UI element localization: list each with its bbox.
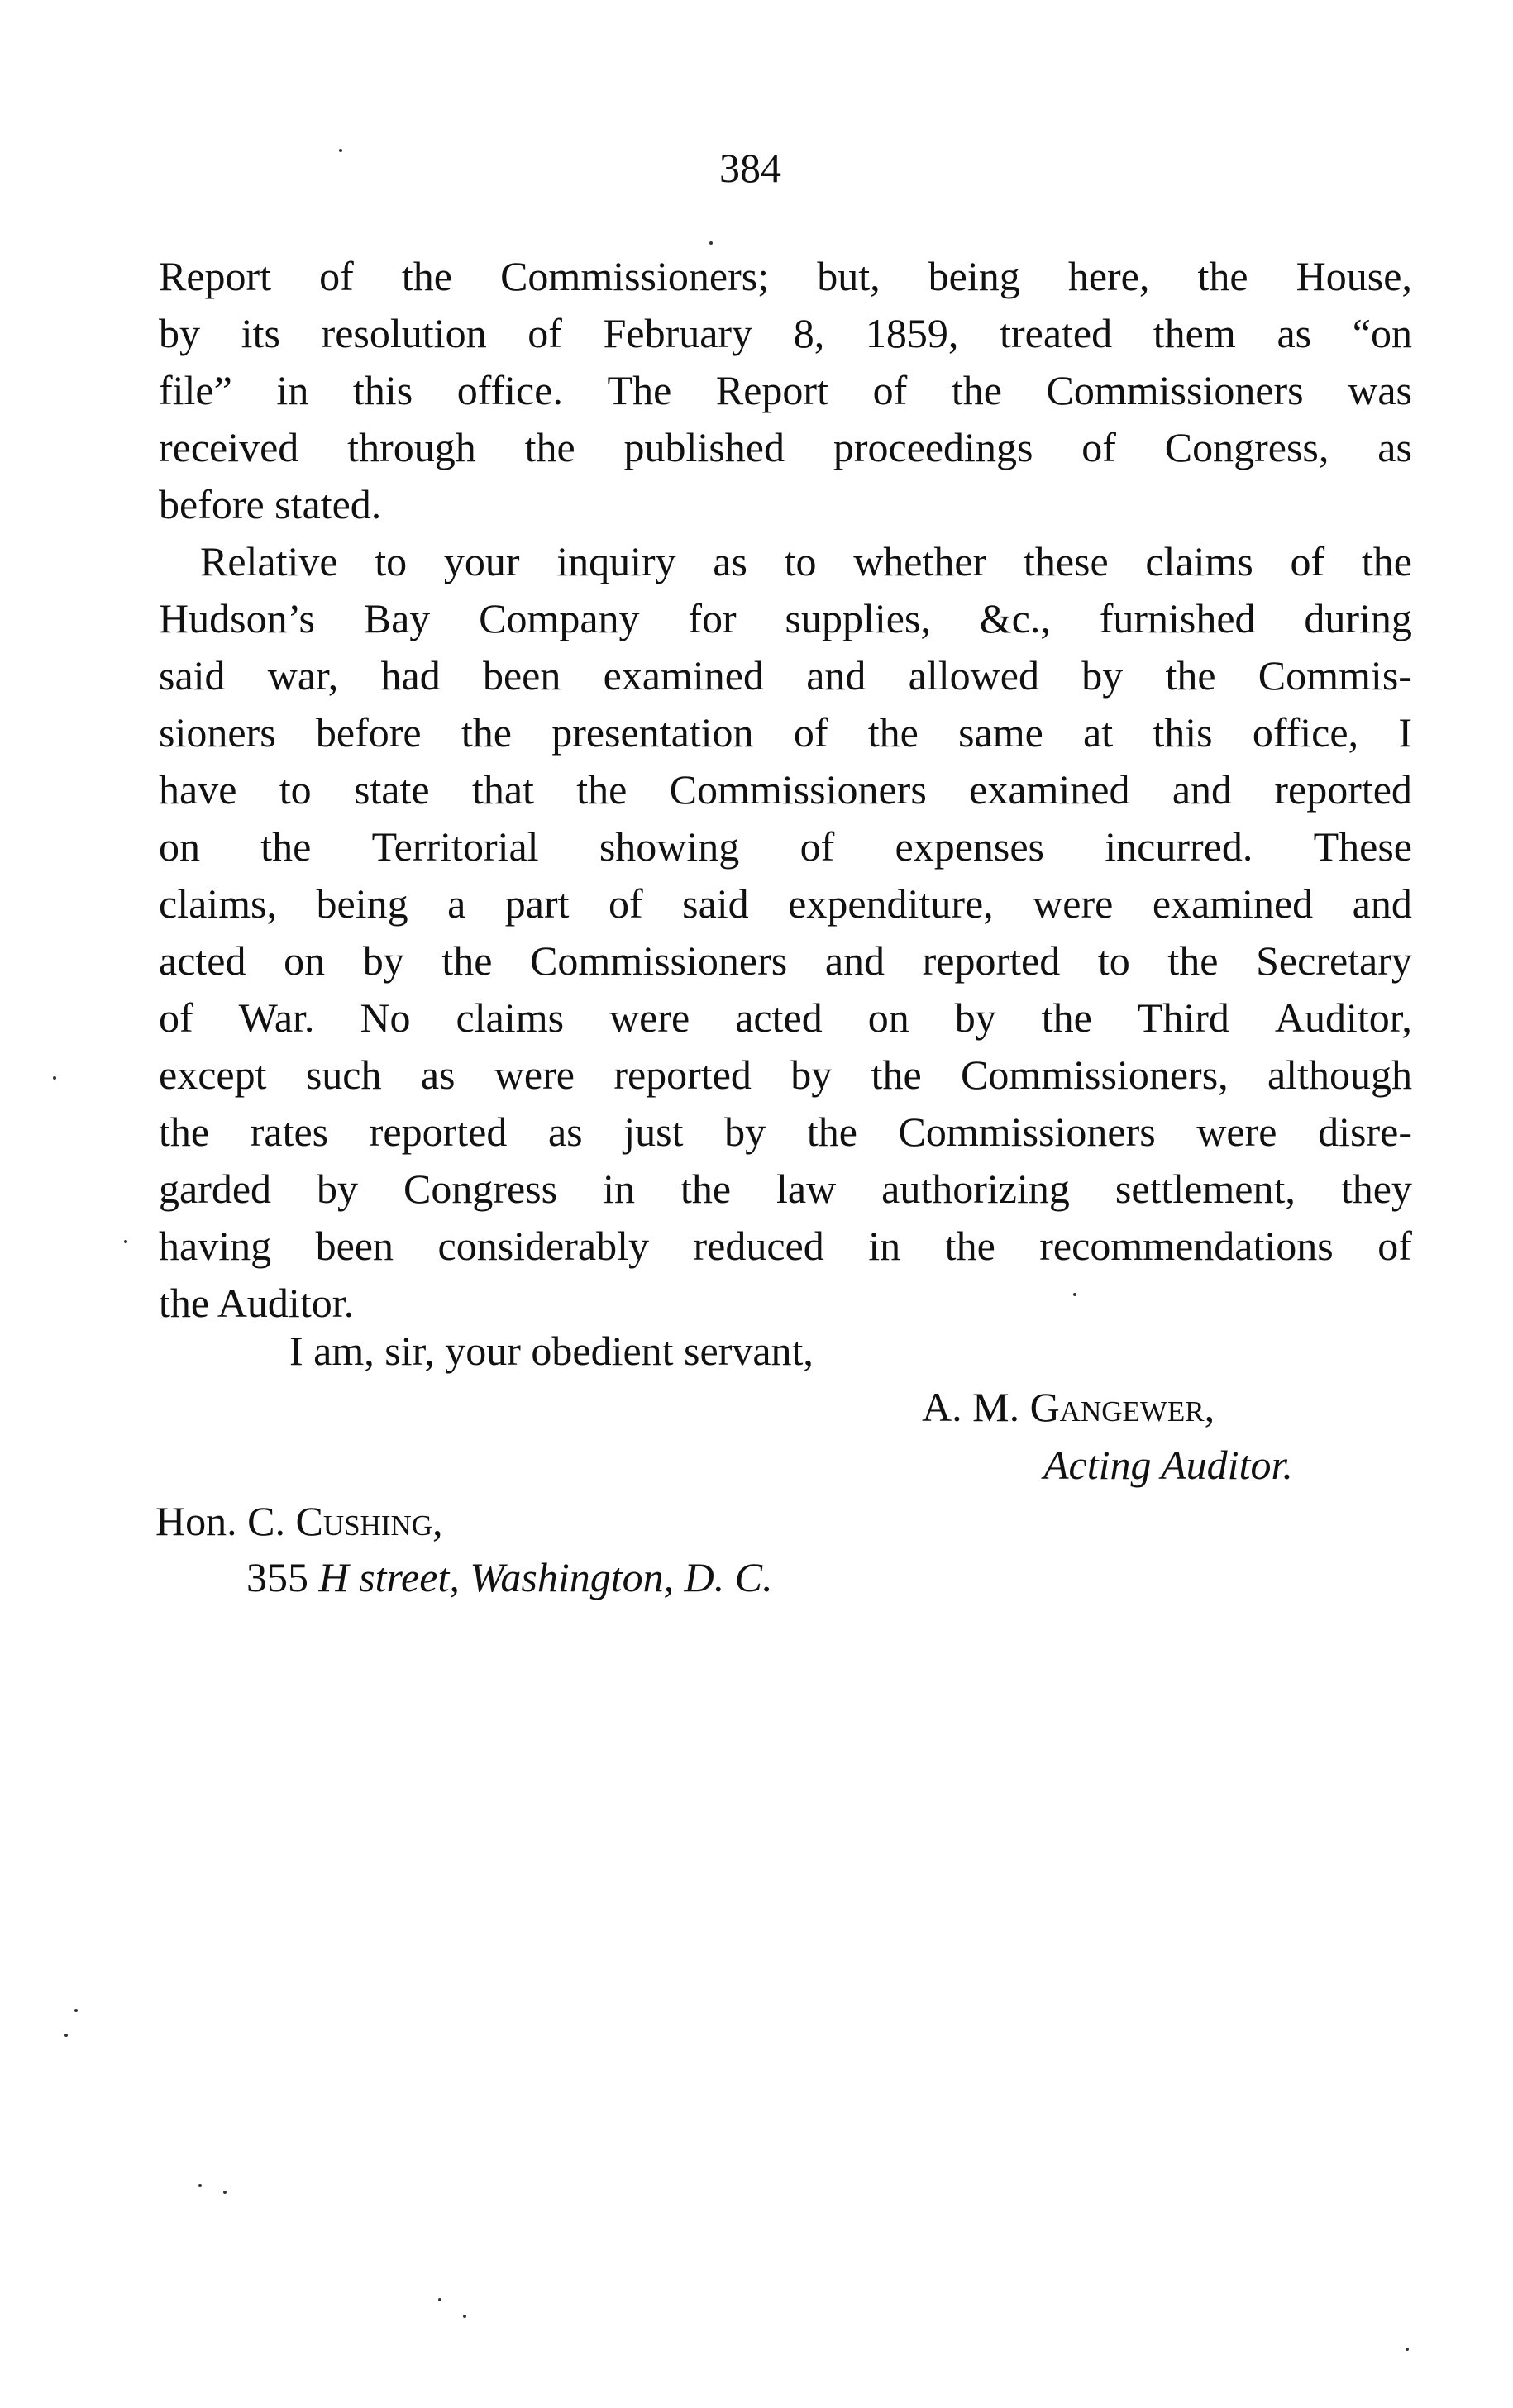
word: its <box>241 310 280 356</box>
word: on <box>284 937 326 984</box>
word: by <box>954 994 996 1041</box>
word: the <box>871 1051 922 1098</box>
word: of <box>1377 1223 1412 1269</box>
word: to <box>784 538 817 584</box>
word: acted <box>735 994 823 1041</box>
word: office, <box>1252 709 1359 756</box>
word: were <box>1196 1109 1277 1155</box>
word: the <box>806 1109 857 1155</box>
word: claims, <box>159 880 278 927</box>
word: Commissioners; <box>500 253 770 299</box>
word: presentation <box>551 709 754 756</box>
word: House, <box>1296 253 1412 299</box>
word: by <box>362 937 404 984</box>
word: allowed <box>908 652 1039 699</box>
word: the <box>944 1223 995 1269</box>
word: were <box>1033 880 1114 927</box>
word: had <box>380 652 441 699</box>
word: law <box>776 1166 837 1212</box>
word: Congress <box>403 1166 558 1212</box>
scan-speck <box>709 241 713 245</box>
word: this <box>1153 709 1213 756</box>
word: by <box>724 1109 766 1155</box>
text-line <box>159 704 1412 761</box>
word: as <box>420 1051 456 1098</box>
word: No <box>360 994 411 1041</box>
word: received <box>159 424 299 470</box>
word: them <box>1153 310 1236 356</box>
word: to <box>1097 937 1130 984</box>
word: have <box>159 766 237 813</box>
word: the <box>867 709 919 756</box>
word: claims <box>1145 538 1253 584</box>
text-line <box>159 761 1412 818</box>
address-number: 355 <box>246 1554 308 1600</box>
word: of <box>527 310 562 356</box>
word: Commissioners, <box>961 1051 1229 1098</box>
text-line <box>159 1161 1412 1218</box>
text-line <box>159 1218 1412 1275</box>
word: Relative <box>200 538 338 584</box>
word: the <box>461 709 512 756</box>
word: been <box>482 652 561 699</box>
signer-name <box>922 1382 1215 1432</box>
word: reported <box>922 937 1061 984</box>
word: Third <box>1137 994 1229 1041</box>
word: just <box>623 1109 684 1155</box>
word: being <box>928 253 1020 299</box>
word: expenses <box>895 823 1044 870</box>
word: War. <box>238 994 315 1041</box>
text-line <box>159 932 1412 989</box>
word: here, <box>1067 253 1150 299</box>
word: of <box>609 880 643 927</box>
word: as <box>713 538 747 584</box>
word: The <box>607 367 672 413</box>
word: part <box>504 880 570 927</box>
word: were <box>494 1051 575 1098</box>
word: of <box>799 823 835 870</box>
text-line <box>159 476 1412 533</box>
word: being <box>316 880 408 927</box>
word: inquiry <box>556 538 676 584</box>
word: I <box>1398 709 1412 756</box>
word: examined <box>969 766 1130 813</box>
word: office. <box>456 367 563 413</box>
word: the <box>524 424 575 470</box>
word: Bay <box>363 595 431 641</box>
scan-speck <box>1406 2348 1409 2351</box>
word: Commissioners <box>530 937 788 984</box>
word: incurred. <box>1105 823 1253 870</box>
scan-speck <box>74 2009 78 2012</box>
word: the <box>1167 937 1219 984</box>
word: “on <box>1352 310 1412 356</box>
word: during <box>1304 595 1412 641</box>
word: to <box>279 766 312 813</box>
word: of <box>159 994 193 1041</box>
signer-title: Acting Auditor. <box>1043 1442 1293 1488</box>
word: These <box>1313 823 1412 870</box>
word: published <box>623 424 785 470</box>
text-line <box>159 533 1412 590</box>
word: proceedings <box>833 424 1033 470</box>
address-city: Washington, D. C. <box>470 1554 773 1600</box>
word: Commissioners <box>669 766 927 813</box>
word: by <box>159 310 200 356</box>
word: having <box>159 1223 272 1269</box>
word: on <box>159 823 200 870</box>
word: Auditor, <box>1274 994 1412 1041</box>
word: and <box>1172 766 1233 813</box>
line-text: the Auditor. <box>159 1280 355 1326</box>
text-line <box>159 647 1412 704</box>
word: reported <box>1274 766 1412 813</box>
word: Hudson’s <box>159 595 315 641</box>
word: was <box>1348 367 1412 413</box>
word: at <box>1083 709 1114 756</box>
word: settlement, <box>1114 1166 1296 1212</box>
word: before <box>315 709 422 756</box>
word: resolution <box>321 310 487 356</box>
word: 1859, <box>865 310 959 356</box>
word: on <box>867 994 909 1041</box>
scan-speck <box>463 2315 466 2318</box>
text-line <box>159 1047 1412 1104</box>
scan-speck <box>124 1240 127 1243</box>
word: the <box>1197 253 1248 299</box>
word: and <box>1352 880 1412 927</box>
word: the <box>1361 538 1412 584</box>
word: and <box>806 652 866 699</box>
word: the <box>401 253 452 299</box>
word: garded <box>159 1166 272 1212</box>
text-line <box>159 1275 1412 1332</box>
word: Company <box>479 595 640 641</box>
word: same <box>958 709 1043 756</box>
word: Territorial <box>371 823 539 870</box>
word: Report <box>715 367 828 413</box>
word: were <box>609 994 690 1041</box>
word: except <box>159 1051 267 1098</box>
word: these <box>1023 538 1109 584</box>
addressee-honorific: Hon. C. <box>155 1498 285 1544</box>
addressee-surname: Cushing, <box>295 1498 443 1544</box>
word: authorizing <box>881 1166 1070 1212</box>
word: supplies, <box>785 595 931 641</box>
word: recommendations <box>1039 1223 1334 1269</box>
word: that <box>471 766 534 813</box>
addressee-name <box>155 1496 443 1546</box>
word: the <box>159 1109 210 1155</box>
word: reported <box>613 1051 752 1098</box>
word: the <box>576 766 628 813</box>
scan-speck <box>64 2034 68 2037</box>
word: the <box>1165 652 1216 699</box>
word: to <box>375 538 408 584</box>
word: February <box>603 310 753 356</box>
word: Congress, <box>1164 424 1329 470</box>
word: in <box>603 1166 635 1212</box>
word: the <box>951 367 1002 413</box>
word: sioners <box>159 709 276 756</box>
scan-speck <box>198 2184 202 2187</box>
letter-body <box>159 248 1412 1332</box>
word: although <box>1267 1051 1412 1098</box>
scan-speck <box>223 2191 227 2194</box>
word: showing <box>599 823 740 870</box>
scan-speck <box>438 2298 441 2301</box>
word: &c., <box>979 595 1051 641</box>
word: such <box>305 1051 382 1098</box>
word: a <box>447 880 466 927</box>
word: through <box>347 424 476 470</box>
word: as <box>547 1109 583 1155</box>
word: they <box>1340 1166 1412 1212</box>
page-number: 384 <box>719 145 781 191</box>
word: the <box>260 823 312 870</box>
word: of <box>872 367 908 413</box>
text-line <box>159 590 1412 647</box>
signer-surname: Gangewer, <box>1029 1384 1215 1430</box>
word: in <box>868 1223 901 1269</box>
line-text: before stated. <box>159 481 382 527</box>
word: this <box>352 367 413 413</box>
word: by <box>790 1051 833 1098</box>
word: the <box>1041 994 1092 1041</box>
word: considerably <box>437 1223 649 1269</box>
word: examined <box>1152 880 1314 927</box>
address-street: H street, <box>318 1554 460 1600</box>
word: but, <box>817 253 881 299</box>
word: by <box>317 1166 359 1212</box>
word: by <box>1081 652 1124 699</box>
word: state <box>353 766 430 813</box>
word: expenditure, <box>788 880 994 927</box>
word: acted <box>159 937 246 984</box>
scan-speck <box>53 1076 56 1080</box>
text-line <box>159 875 1412 932</box>
word: been <box>315 1223 394 1269</box>
word: disre- <box>1318 1109 1412 1155</box>
word: said <box>159 652 226 699</box>
word: of <box>1081 424 1116 470</box>
word: and <box>824 937 885 984</box>
word: Commissioners <box>898 1109 1156 1155</box>
word: whether <box>853 538 987 584</box>
word: Commis- <box>1258 652 1412 699</box>
word: Secretary <box>1256 937 1412 984</box>
scan-speck <box>1073 1293 1076 1296</box>
word: examined <box>603 652 764 699</box>
word: war, <box>267 652 339 699</box>
word: 8, <box>793 310 825 356</box>
addressee-address <box>246 1552 773 1602</box>
word: of <box>319 253 354 299</box>
text-line <box>159 305 1412 362</box>
text-line <box>159 818 1412 875</box>
word: claims <box>456 994 565 1041</box>
text-line <box>159 248 1412 305</box>
word: furnished <box>1099 595 1256 641</box>
word: Commissioners <box>1046 367 1304 413</box>
text-line <box>159 1104 1412 1161</box>
word: as <box>1277 310 1312 356</box>
word: treated <box>1000 310 1113 356</box>
word: rates <box>250 1109 329 1155</box>
text-line <box>159 419 1412 476</box>
word: in <box>276 367 309 413</box>
word: for <box>688 595 737 641</box>
signer-initials: A. M. <box>922 1384 1020 1430</box>
text-line <box>159 362 1412 419</box>
word: Report <box>159 253 272 299</box>
word: of <box>793 709 828 756</box>
word: as <box>1377 424 1412 470</box>
word: said <box>682 880 749 927</box>
scan-speck <box>339 149 342 152</box>
word: the <box>680 1166 732 1212</box>
word: of <box>1290 538 1325 584</box>
word: reduced <box>693 1223 824 1269</box>
text-line <box>159 989 1412 1047</box>
word: file” <box>159 367 232 413</box>
word: the <box>441 937 493 984</box>
closing-line: I am, sir, your obedient servant, <box>289 1328 814 1374</box>
word: your <box>443 538 520 584</box>
word: reported <box>369 1109 508 1155</box>
